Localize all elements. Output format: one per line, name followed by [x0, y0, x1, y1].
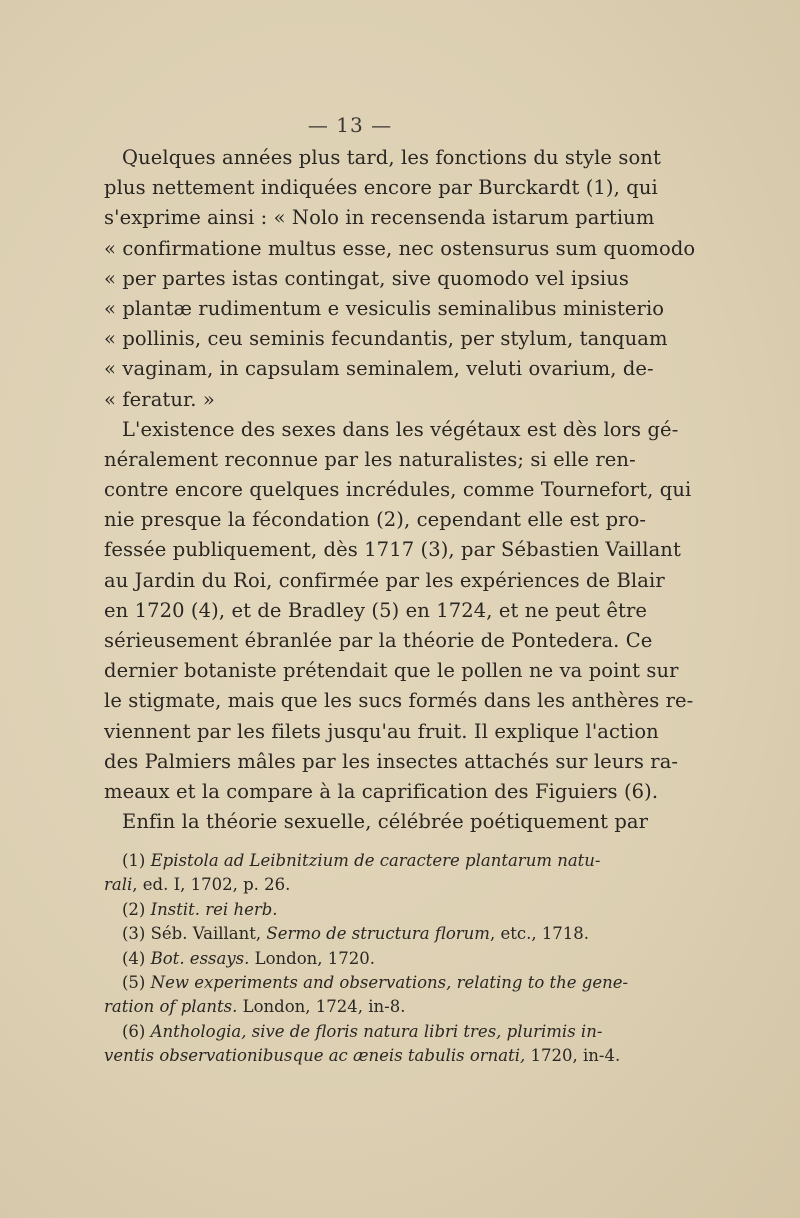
footnote [104, 898, 598, 922]
text-line: Quelques années plus tard, les fonctions du style sont [122, 146, 661, 169]
text-line: néralement reconnue par les naturalistes; si elle ren- [104, 447, 636, 471]
footnote-text: (3) Séb. Vaillant, [122, 924, 267, 944]
text-line: « pollinis, ceu seminis fecundantis, per stylum, tanquam [104, 327, 668, 351]
footnote-text: 1720, in-4. [525, 1046, 621, 1066]
footnote-line [104, 995, 598, 1019]
text-line: « feratur. » [104, 387, 215, 411]
text-line: « plantæ rudimentum e vesiculis seminalibus ministerio [104, 296, 665, 320]
text-line: L'existence des sexes dans les végétaux est dès lors gé- [122, 417, 679, 441]
page-number: — 13 — [307, 113, 393, 137]
footnote-text: ration of plants. [104, 997, 238, 1017]
footnote-text: ventis observationibusque ac æneis tabulis ornati, [104, 1046, 526, 1066]
text-line: sérieusement ébranlée par la théorie de Pontedera. Ce [104, 629, 653, 652]
footnote-text: , etc., 1718. [489, 924, 590, 944]
footnote-text: Sermo de structura florum [266, 924, 490, 944]
text-line: meaux et la compare à la caprification des Figuiers (6). [104, 779, 659, 803]
footnote-line [104, 898, 598, 922]
footnote [104, 971, 629, 1020]
footnote-line [104, 1044, 621, 1068]
footnote-text: London, 1724, in-8. [237, 997, 406, 1017]
text-line: en 1720 (4), et de Bradley (5) en 1724, et ne peut être [104, 598, 648, 622]
footnote [104, 947, 598, 971]
paragraph [104, 143, 696, 415]
text-line: Enfin la théorie sexuelle, célébrée poétiquement par [122, 810, 649, 834]
footnote-text: , ed. I, 1702, p. 26. [132, 875, 291, 895]
footnote-line [104, 1020, 603, 1044]
text-line: « confirmatione multus esse, nec ostensurus sum quomodo [104, 236, 696, 260]
footnote-text: Epistola ad Leibnitzium de caractere plantarum natu- [150, 851, 601, 870]
footnote-text: (1) [122, 851, 151, 870]
footnote-line [104, 849, 601, 873]
footnote-text: Instit. rei herb. [150, 899, 278, 919]
footnote-line [104, 947, 598, 971]
body-text [104, 143, 696, 837]
footnote [104, 922, 598, 946]
text-line: au Jardin du Roi, confirmée par les expériences de Blair [104, 568, 665, 592]
footnote-text: New experiments and observations, relating to the gene- [150, 972, 629, 992]
footnote-text: (5) [122, 972, 151, 992]
text-line: contre encore quelques incrédules, comme Tournefort, qui [104, 478, 692, 502]
footnotes [104, 849, 629, 1069]
paragraph [104, 415, 694, 807]
footnote-text: London, 1720. [249, 948, 376, 968]
footnote-line [104, 873, 598, 897]
footnote-text: (6) [122, 1021, 151, 1041]
footnote-text: rali [104, 875, 133, 895]
text-line: s'exprime ainsi : « Nolo in recensenda istarum partium [104, 206, 655, 230]
footnote [104, 1020, 621, 1069]
text-line: plus nettement indiquées encore par Burckardt (1), qui [104, 176, 658, 200]
footnote-line [104, 922, 598, 946]
footnote-text: (4) [122, 948, 151, 968]
footnote-text: (2) [122, 899, 151, 919]
text-line: « per partes istas contingat, sive quomodo vel ipsius [104, 266, 630, 290]
text-line: « vaginam, in capsulam seminalem, veluti ovarium, de- [104, 357, 654, 381]
text-line: viennent par les filets jusqu'au fruit. Il explique l'action [104, 719, 659, 743]
text-line: nie presque la fécondation (2), cependant elle est pro- [104, 508, 647, 532]
text-line: des Palmiers mâles par les insectes attachés sur leurs ra- [104, 749, 679, 773]
text-line: le stigmate, mais que les sucs formés dans les anthères re- [104, 689, 694, 713]
text-line: fessée publiquement, dès 1717 (3), par Sébastien Vaillant [104, 538, 681, 562]
footnote-text: Anthologia, sive de floris natura libri tres, plurimis in- [150, 1021, 603, 1041]
footnote-line [104, 971, 629, 995]
footnote [104, 849, 601, 898]
footnote-text: Bot. essays. [150, 948, 250, 968]
text-line: dernier botaniste prétendait que le pollen ne va point sur [104, 659, 679, 683]
paragraph [104, 807, 649, 837]
